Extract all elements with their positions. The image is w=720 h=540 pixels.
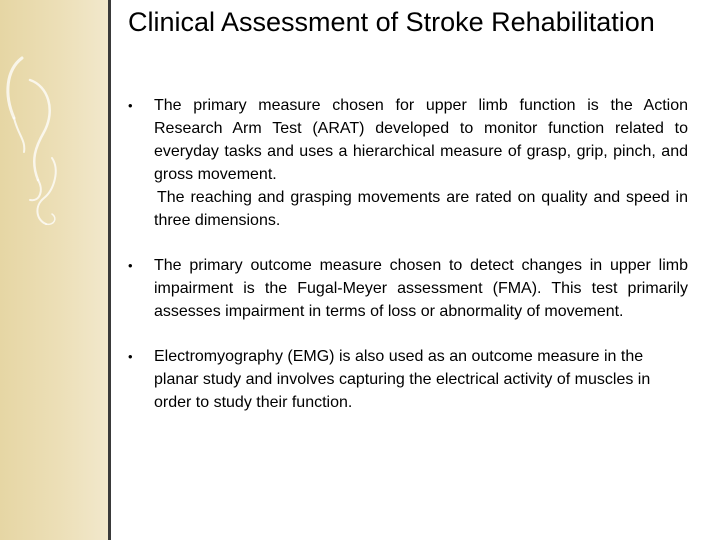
bullet-item-arat xyxy=(128,94,688,232)
bullet-text xyxy=(154,94,688,232)
bullet-item-fma xyxy=(128,254,688,323)
decorative-sidebar xyxy=(0,0,108,540)
bullet-text: Electromyography (EMG) is also used as an outcome measure in the planar study and involves capturing the electrical activity of muscles in order to study their function. xyxy=(154,348,651,411)
bullet-text: The primary outcome measure chosen to detect changes in upper limb impairment is the Fugal-Meyer assessment (FMA). This test primarily assesses impairment in terms of loss or abnormality of movement. xyxy=(154,257,688,320)
bullet-body-text: the Action Research Arm Test (ARAT) developed to monitor function related to everyday tasks and uses a hierarchical measure of grasp, grip, pinch, and gross movement. xyxy=(154,97,689,183)
sidebar-divider xyxy=(108,0,111,540)
swirl-ornament-icon xyxy=(0,40,100,240)
bullet-item-emg xyxy=(128,345,688,414)
bullet-lead-text: The primary measure chosen for upper limb function is xyxy=(154,97,599,114)
slide-title: Clinical Assessment of Stroke Rehabilitation xyxy=(128,7,655,37)
bullet-marker: • xyxy=(128,258,133,273)
bullet-marker: • xyxy=(128,349,133,364)
bullet-marker: • xyxy=(128,98,133,113)
bullet-list xyxy=(128,94,688,414)
bullet-subline-text: The reaching and grasping movements are rated on quality and speed in three dimensions. xyxy=(154,189,688,229)
